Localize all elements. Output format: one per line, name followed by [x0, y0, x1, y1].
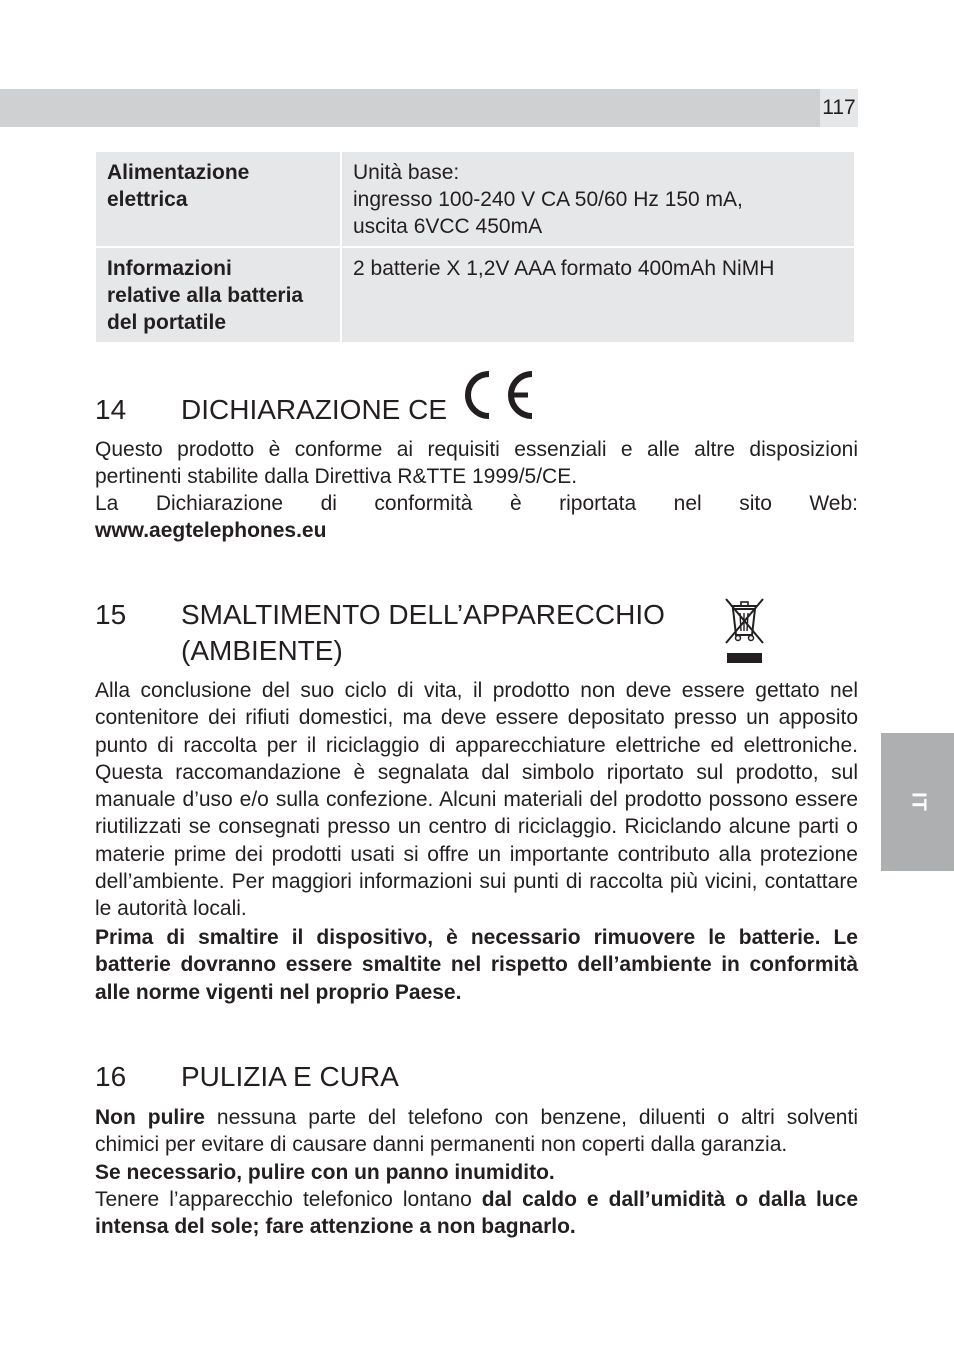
table-row	[96, 152, 854, 246]
table-row	[96, 248, 854, 342]
table-cell-value	[342, 248, 854, 342]
cell-line: uscita 6VCC 450mA	[353, 215, 543, 238]
spec-table	[94, 150, 856, 344]
cell-line: del portatile	[107, 311, 227, 334]
crossed-out-wheelie-bin-icon	[723, 594, 769, 664]
cell-line: ingresso 100-240 V CA 50/60 Hz 150 mA,	[353, 188, 743, 211]
body-text: Tenere l’apparecchio telefonico lontano	[95, 1188, 482, 1211]
body-text: nessuna parte del telefono con benzene, diluenti o altri solventi chimici per evitare di causare danni permanenti non coperti dalla garanzia.	[95, 1106, 858, 1157]
page-number: 117	[820, 89, 858, 127]
cell-line: elettrica	[107, 188, 188, 211]
section-15-text: Alla conclusione del suo ciclo di vita, il prodotto non deve essere gettato nel contenitore dei rifiuti domestici, ma deve essere depositato presso un apposito punto di raccolta per il riciclaggio di apparecchiature elettriche ed elettroniche. Questa raccomandazione è segnalata dal simbolo riportato sul prodotto, sul manuale d’uso e/o sulla confezione. Alcuni materiali del prodotto possono essere riutilizzati se consegnati presso un centro di riciclaggio. Riciclando alcune parti o materie prime dei prodotti usati si offre un importante contributo alla protezione dell’ambiente. Per maggiori informazioni sui punti di raccolta più vicini, contattare le autorità locali.	[95, 679, 858, 921]
section-14-declaration	[95, 490, 858, 545]
section-16-tip	[95, 1159, 858, 1186]
section-title: (AMBIENTE)	[181, 635, 343, 666]
section-14-text: Questo prodotto è conforme ai requisiti essenziali e alle altre disposizioni pertinenti stabilite dalla Direttiva R&TTE 1999/5/CE.	[95, 438, 858, 489]
section-number: 15	[95, 599, 127, 630]
ce-mark-icon	[455, 368, 535, 422]
section-16-text	[95, 1104, 858, 1159]
section-16-warning	[95, 1186, 858, 1241]
cleaning-tip: Se necessario, pulire con un panno inumidito.	[95, 1161, 555, 1184]
language-tab	[881, 733, 954, 871]
section-title: SMALTIMENTO DELL’APPARECCHIO	[181, 599, 665, 630]
section-title: DICHIARAZIONE CE	[181, 394, 448, 425]
cell-line: Unità base:	[353, 161, 460, 184]
section-number: 14	[95, 394, 127, 425]
table-cell-key	[96, 248, 340, 342]
declaration-text: La Dichiarazione di conformità è riportata nel sito Web:	[95, 492, 858, 515]
cell-line: Informazioni	[107, 257, 232, 280]
cell-line: Alimentazione	[107, 161, 250, 184]
section-title: PULIZIA E CURA	[181, 1061, 399, 1092]
table-cell-value	[342, 152, 854, 246]
battery-warning: Prima di smaltire il dispositivo, è necessario rimuovere le batterie. Le batterie dovranno essere smaltite nel rispetto dell’ambiente in conformità alle norme vigenti nel proprio Paese.	[95, 926, 858, 1004]
section-number: 16	[95, 1061, 127, 1092]
language-tab-label: IT	[907, 792, 929, 812]
table-cell-key	[96, 152, 340, 246]
emphasis: dal caldo e dall’umidità o dalla luce intensa del sole; fare attenzione a non bagnarlo.	[95, 1188, 858, 1239]
header-bar	[0, 89, 820, 127]
cell-line: relative alla batteria	[107, 284, 304, 307]
emphasis: Non pulire	[95, 1106, 205, 1129]
website-link[interactable]: www.aegtelephones.eu	[95, 519, 327, 543]
section-15-warning	[95, 924, 858, 1006]
cell-line: 2 batterie X 1,2V AAA formato 400mAh NiMH	[353, 257, 775, 280]
